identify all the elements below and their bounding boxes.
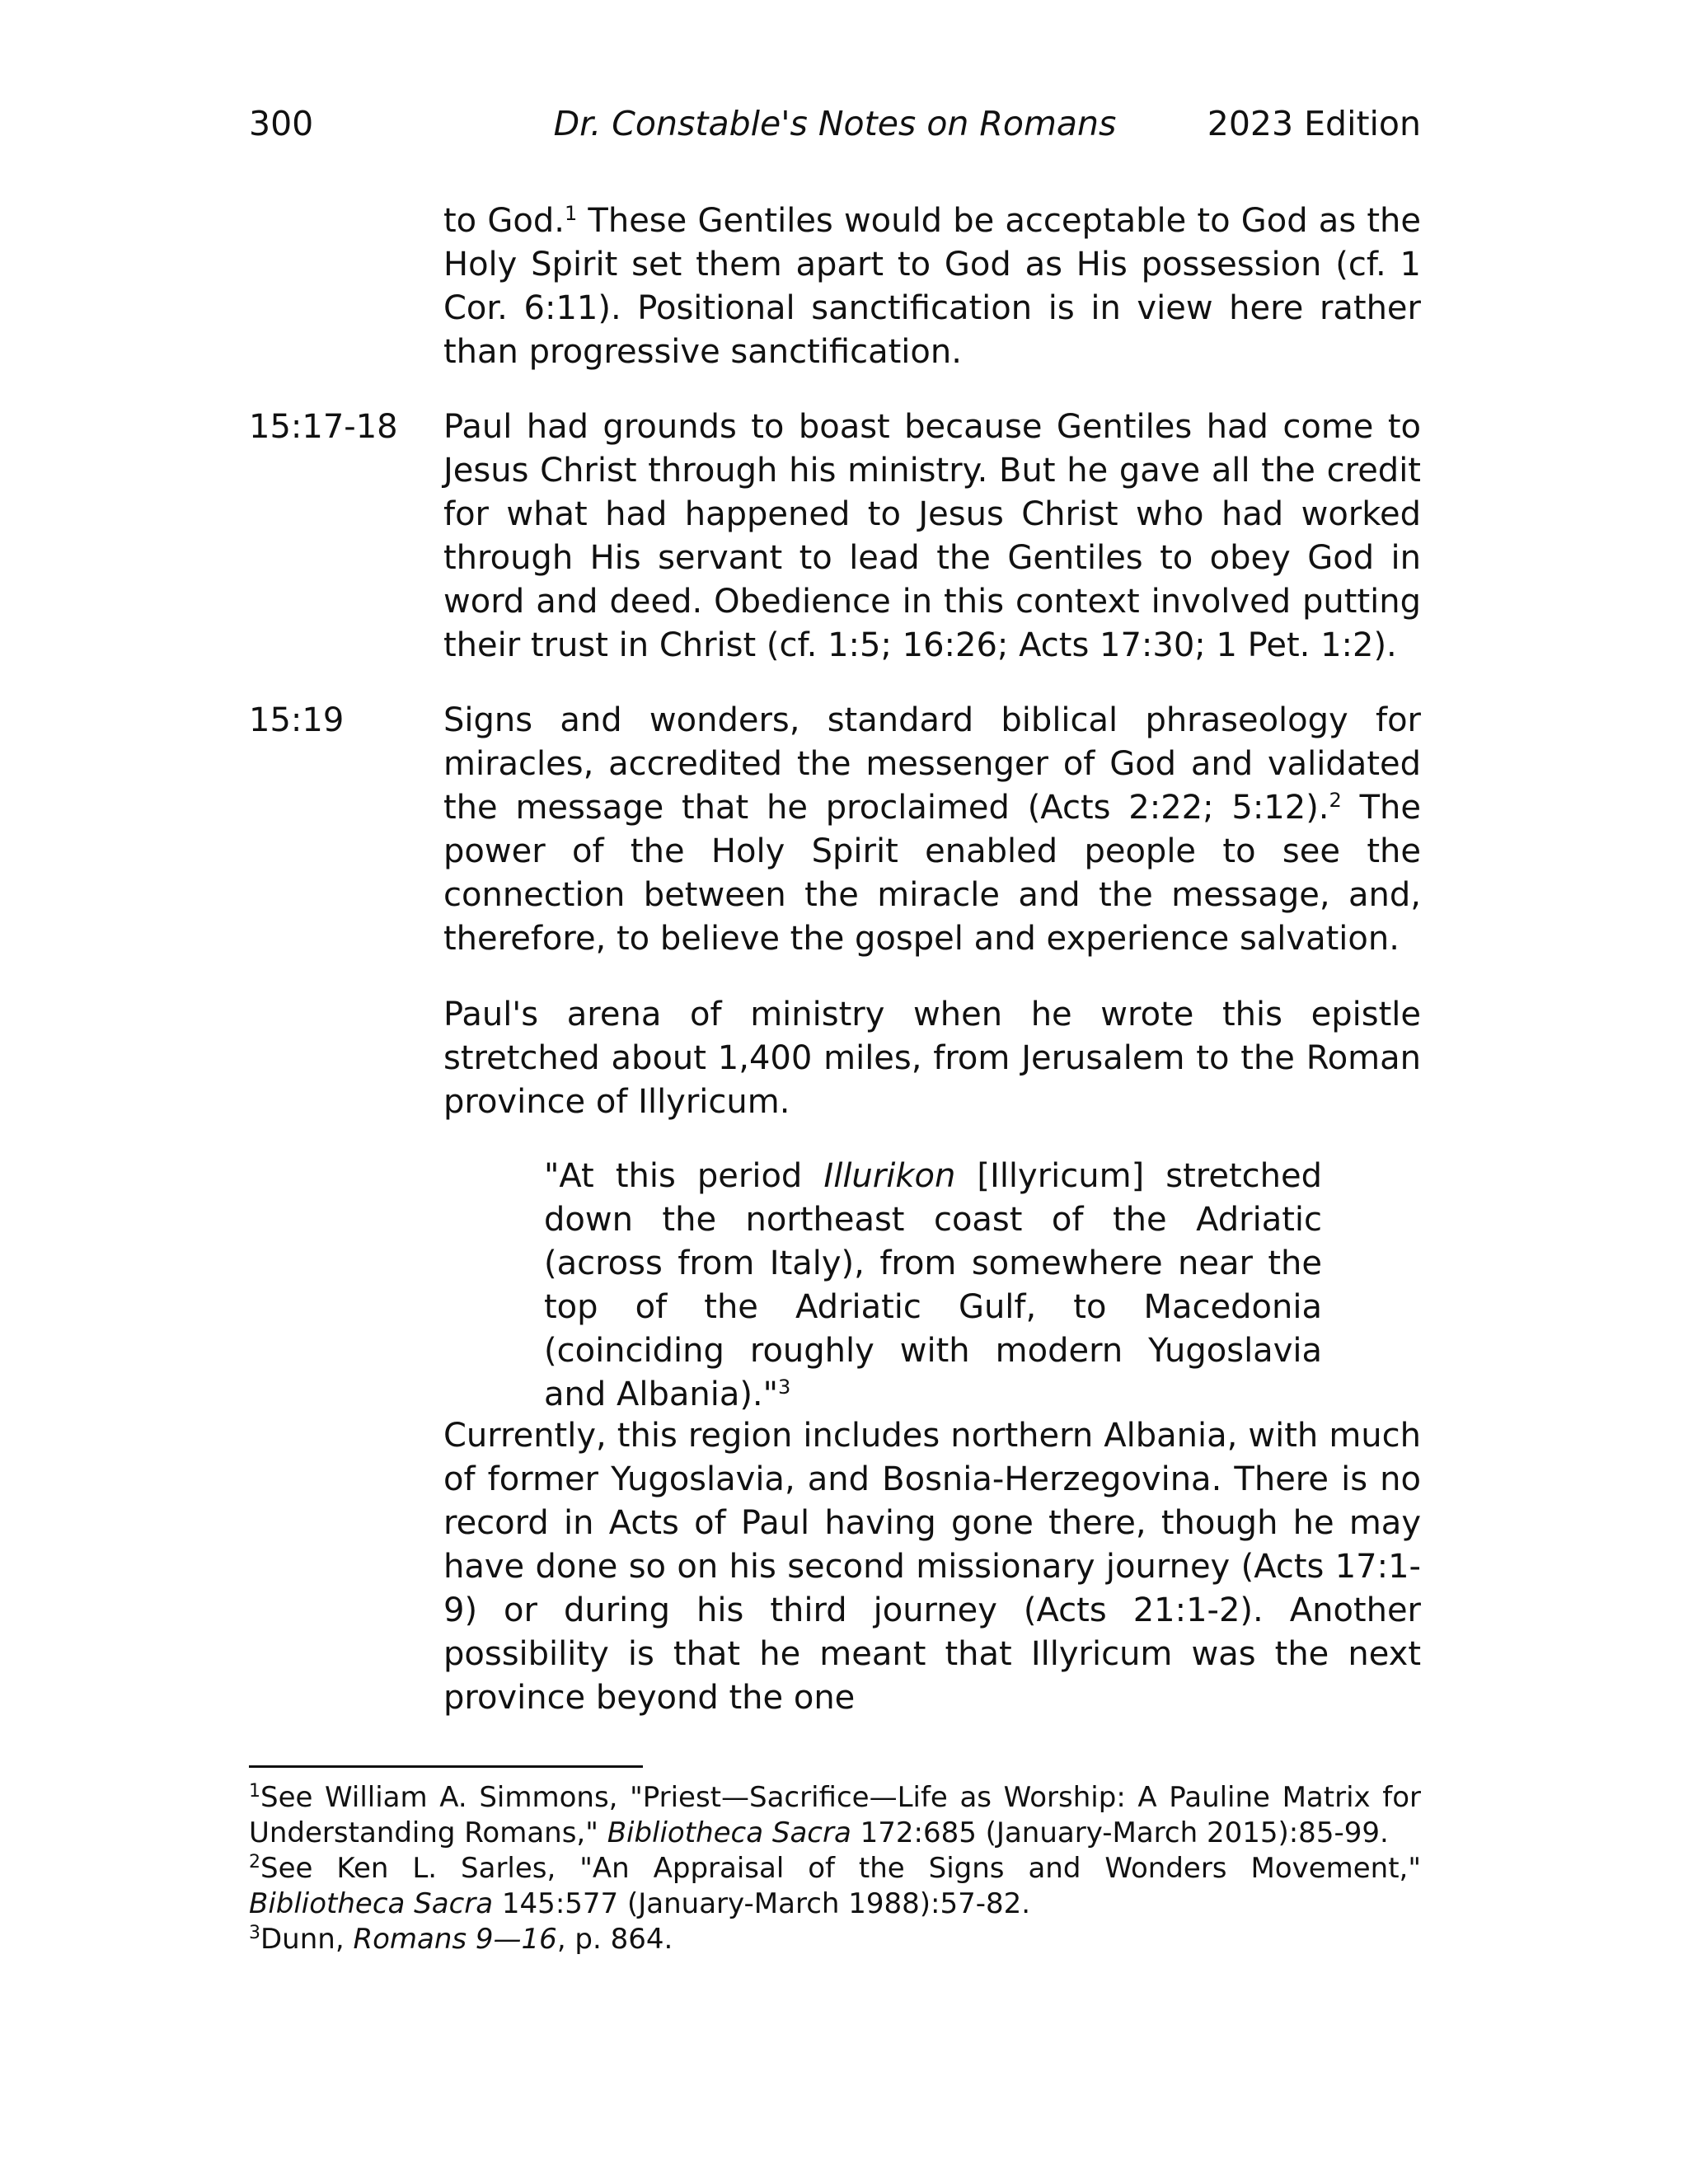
paragraph-text: The power of the Holy Spirit enabled people to see the connection between the miracle and the message, and, therefore, to believe the gospel and experience salvation. (443, 789, 1422, 958)
paragraph-text: Signs and wonders, standard biblical phraseology for miracles, accredited the messenger of God and validated the message that he proclaimed (Acts 2:22; 5:12). (443, 701, 1421, 827)
footnote-text: See William A. Simmons, "Priest—Sacrifice—Life as Worship: A Pauline Matrix for Understanding Romans," (249, 1781, 1421, 1849)
quote-text: "At this period (544, 1157, 824, 1195)
footnote-number: 3 (249, 1923, 260, 1943)
footnote-text: Dunn, (260, 1923, 354, 1956)
footnote-1 (249, 1780, 1421, 1851)
footnote-3 (249, 1922, 1421, 1957)
verse-commentary (443, 699, 1421, 961)
paragraph-text: to God. (443, 202, 565, 240)
block-quote (544, 1155, 1322, 1417)
footnote-marker[interactable]: 2 (1329, 789, 1342, 812)
footnote-text: See Ken L. Sarles, "An Appraisal of the Signs and Wonders Movement," (260, 1852, 1421, 1885)
continued-paragraph (443, 199, 1421, 374)
footnotes (249, 1780, 1421, 1957)
footnote-marker[interactable]: 1 (564, 202, 578, 225)
page-number: 300 (249, 104, 314, 143)
paragraph-text: These Gentiles would be acceptable to God as the Holy Spirit set them apart to God as His possession (cf. 1 Cor. 6:11). Positional sanctification is in view here rather than progressive sanctification. (443, 202, 1422, 371)
footnote-text: 145:577 (January-March 1988):57-82. (493, 1887, 1031, 1920)
footnote-2 (249, 1851, 1421, 1922)
footnote-marker[interactable]: 3 (778, 1376, 791, 1399)
verse-commentary: Paul had grounds to boast because Gentiles had come to Jesus Christ through his ministry. But he gave all the credit for what had happened to Jesus Christ who had worked through His servant to lead the Gentiles to obey God in word and deed. Obedience in this context involved putting their trust in Christ (cf. 1:5; 16:26; Acts 17:30; 1 Pet. 1:2). (443, 408, 1421, 664)
footnote-journal-title: Bibliotheca Sacra (607, 1816, 851, 1849)
footnote-divider (249, 1765, 643, 1768)
commentary-paragraph: Paul's arena of ministry when he wrote this epistle stretched about 1,400 miles, from Jerusalem to the Roman province of Illyricum. (443, 996, 1421, 1121)
verse-reference: 15:17-18 (249, 408, 398, 446)
quote-text: [Illyricum] stretched down the northeast coast of the Adriatic (across from Italy), from somewhere near the top of the Adriatic Gulf, to Macedonia (coinciding roughly with modern Yugoslavia and Albania)." (544, 1157, 1322, 1413)
footnote-text: , p. 864. (556, 1923, 673, 1956)
book-title: Dr. Constable's Notes on Romans (553, 104, 1117, 143)
commentary-paragraph: Currently, this region includes northern Albania, with much of former Yugoslavia, and Bosnia-Herzegovina. There is no record in Acts of Paul having gone there, though he may have done so on his second missionary journey (Acts 17:1-9) or during his third journey (Acts 21:1-2). Another possibility is that he meant that Illyricum was the next province beyond the one (443, 1417, 1421, 1717)
footnote-number: 1 (249, 1781, 260, 1802)
verse-reference: 15:19 (249, 701, 345, 739)
footnote-journal-title: Bibliotheca Sacra (249, 1887, 494, 1920)
quote-italic-term: Illurikon (823, 1157, 956, 1195)
footnote-text: 172:685 (January-March 2015):85-99. (851, 1816, 1389, 1849)
page-header (249, 101, 1421, 147)
footnote-book-title: Romans 9—16 (353, 1923, 557, 1956)
footnote-number: 2 (249, 1852, 260, 1872)
edition-label: 2023 Edition (1207, 104, 1421, 143)
